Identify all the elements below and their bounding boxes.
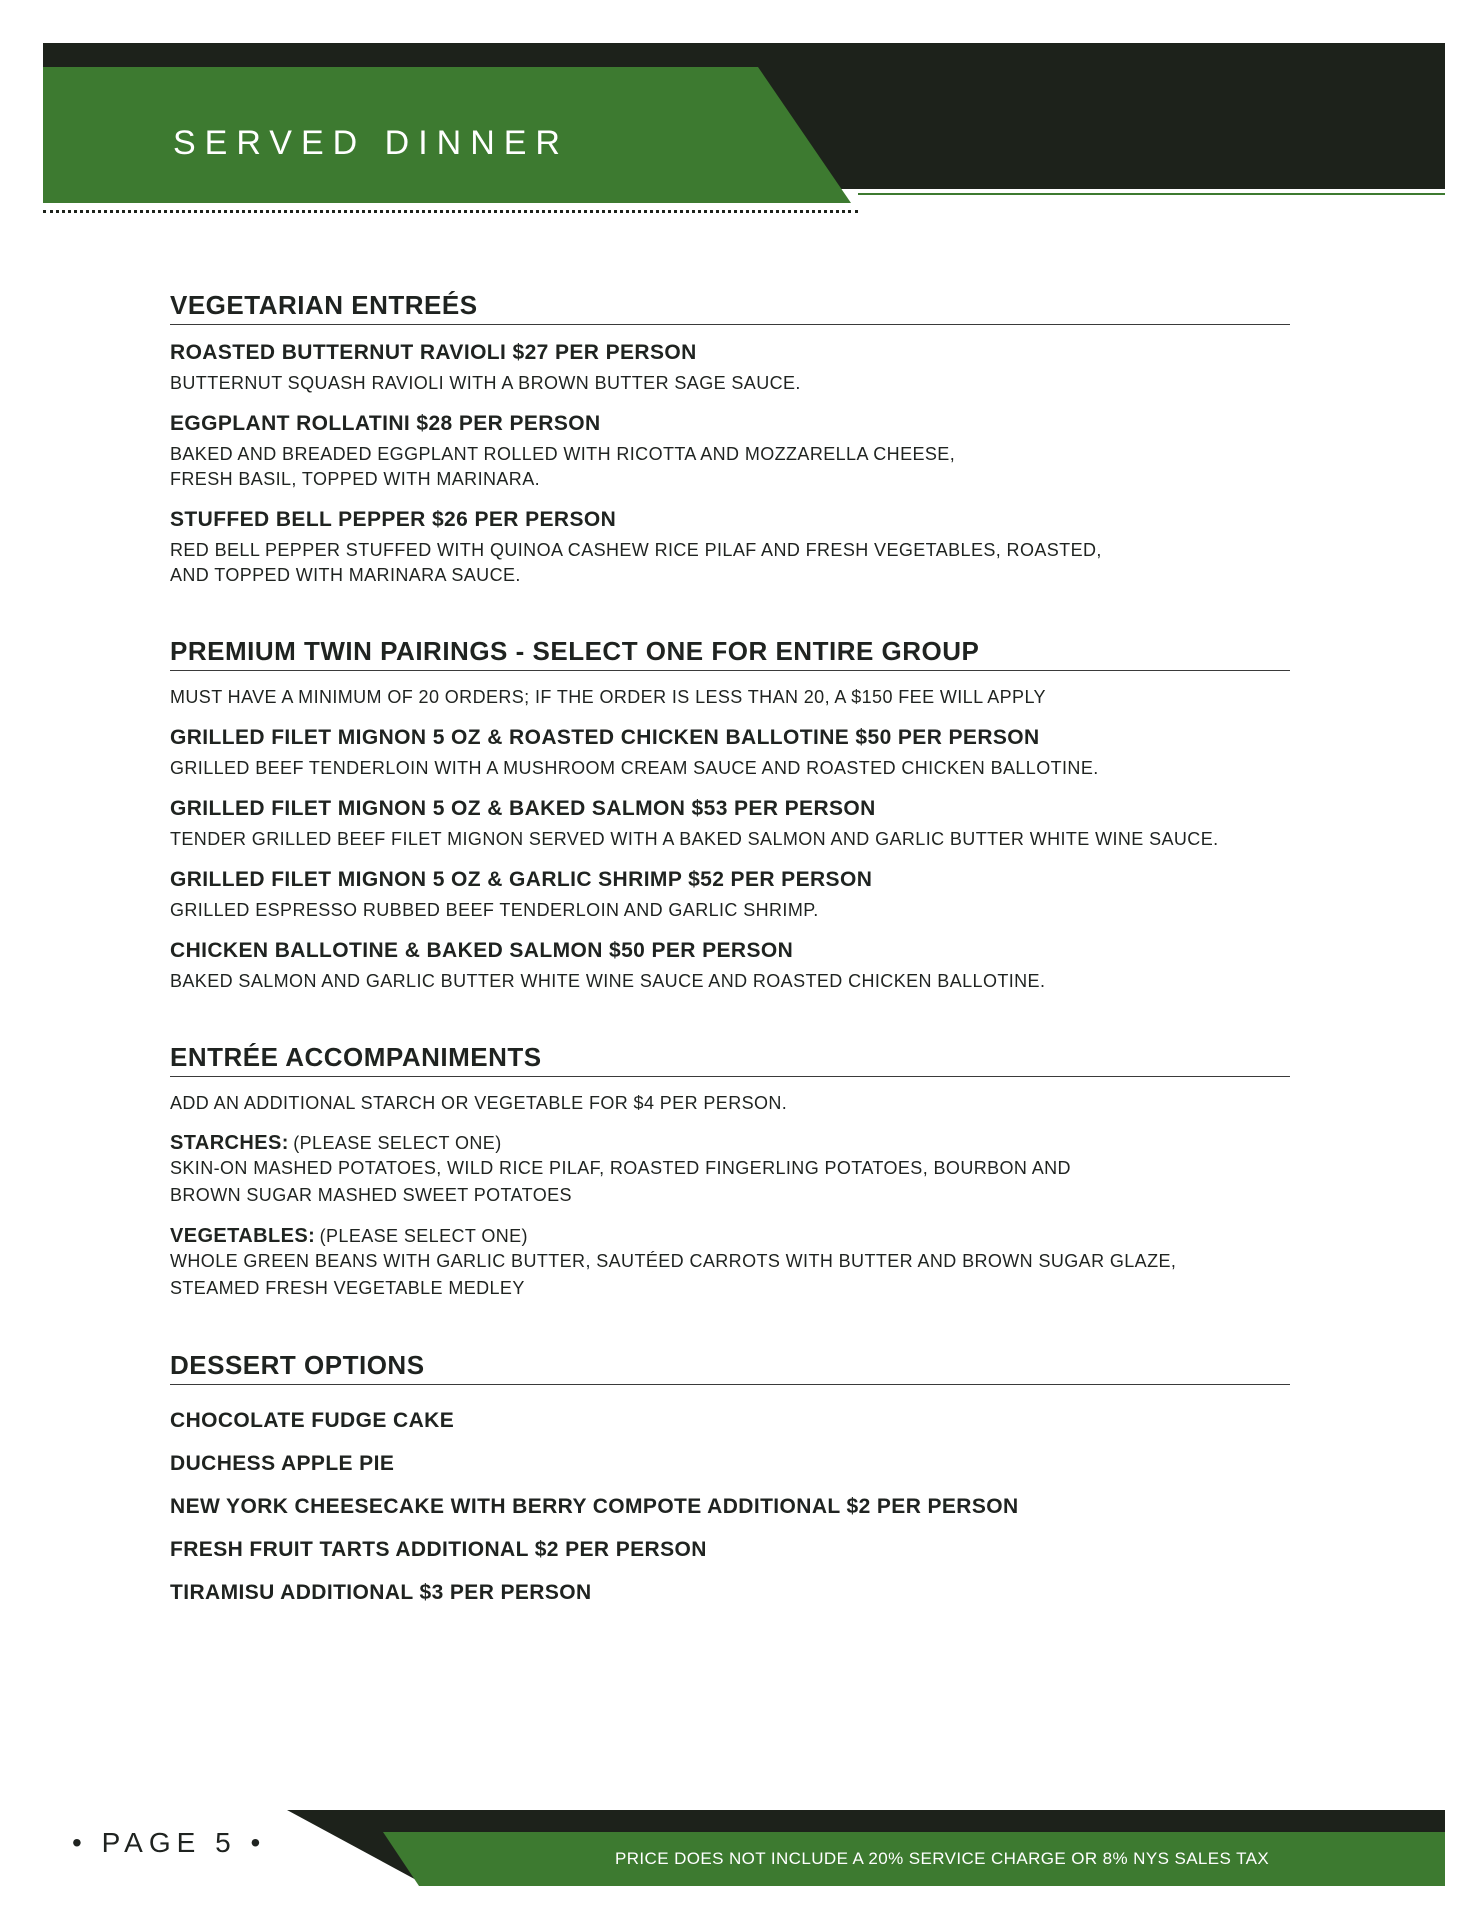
section-vegetarian <box>170 290 1330 588</box>
item-name: STUFFED BELL PEPPER $26 PER PERSON <box>170 508 617 531</box>
item-description: GRILLED BEEF TENDERLOIN WITH A MUSHROOM CREAM SAUCE AND ROASTED CHICKEN BALLOTINE. <box>170 758 1099 778</box>
page-title: SERVED DINNER <box>173 124 569 162</box>
menu-content <box>170 290 1330 1653</box>
item-description: GRILLED ESPRESSO RUBBED BEEF TENDERLOIN AND GARLIC SHRIMP. <box>170 900 819 920</box>
item-description: BAKED AND BREADED EGGPLANT ROLLED WITH RICOTTA AND MOZZARELLA CHEESE, FRESH BASIL, TOPPED WITH MARINARA. <box>170 444 956 489</box>
menu-item <box>170 412 1330 492</box>
section-intro: ADD AN ADDITIONAL STARCH OR VEGETABLE FOR $4 PER PERSON. <box>170 1093 788 1113</box>
header-dotted-rule <box>43 210 858 213</box>
section-title: DESSERT OPTIONS <box>170 1350 1290 1385</box>
dessert-item: CHOCOLATE FUDGE CAKE <box>170 1409 455 1432</box>
starches-group <box>170 1132 1330 1209</box>
section-accompaniments <box>170 1042 1330 1302</box>
page-number: • PAGE 5 • <box>72 1827 267 1858</box>
item-name: ROASTED BUTTERNUT RAVIOLI $27 PER PERSON <box>170 341 697 364</box>
dessert-item: TIRAMISU ADDITIONAL $3 PER PERSON <box>170 1581 592 1604</box>
item-description: BUTTERNUT SQUASH RAVIOLI WITH A BROWN BUTTER SAGE SAUCE. <box>170 373 801 393</box>
section-intro: MUST HAVE A MINIMUM OF 20 ORDERS; IF THE ORDER IS LESS THAN 20, A $150 FEE WILL APPLY <box>170 687 1046 707</box>
menu-item <box>170 797 1330 852</box>
section-title: ENTRÉE ACCOMPANIMENTS <box>170 1042 1290 1077</box>
item-name: CHICKEN BALLOTINE & BAKED SALMON $50 PER PERSON <box>170 939 794 962</box>
item-name: GRILLED FILET MIGNON 5 OZ & GARLIC SHRIMP $52 PER PERSON <box>170 868 873 891</box>
vegetables-group <box>170 1225 1330 1302</box>
vegetables-options: WHOLE GREEN BEANS WITH GARLIC BUTTER, SAUTÉED CARROTS WITH BUTTER AND BROWN SUGAR GLAZE, STEAMED FRESH VEGETABLE MEDLEY <box>170 1251 1177 1298</box>
header-accent-line <box>858 193 1445 195</box>
item-name: GRILLED FILET MIGNON 5 OZ & BAKED SALMON $53 PER PERSON <box>170 797 876 820</box>
footer-tax-note: PRICE DOES NOT INCLUDE A 20% SERVICE CHARGE OR 8% NYS SALES TAX <box>615 1849 1270 1868</box>
menu-item <box>170 726 1330 781</box>
dessert-item: NEW YORK CHEESECAKE WITH BERRY COMPOTE ADDITIONAL $2 PER PERSON <box>170 1495 1019 1518</box>
section-dessert <box>170 1350 1330 1605</box>
vegetables-note: (PLEASE SELECT ONE) <box>319 1226 528 1246</box>
section-title: VEGETARIAN ENTREÉS <box>170 290 1290 325</box>
item-description: BAKED SALMON AND GARLIC BUTTER WHITE WINE SAUCE AND ROASTED CHICKEN BALLOTINE. <box>170 971 1046 991</box>
dessert-item: FRESH FRUIT TARTS ADDITIONAL $2 PER PERSON <box>170 1538 707 1561</box>
dessert-item: DUCHESS APPLE PIE <box>170 1452 395 1475</box>
menu-item <box>170 508 1330 588</box>
menu-item <box>170 868 1330 923</box>
item-description: RED BELL PEPPER STUFFED WITH QUINOA CASHEW RICE PILAF AND FRESH VEGETABLES, ROASTED, AND TOPPED WITH MARINARA SAUCE. <box>170 540 1102 585</box>
starches-options: SKIN-ON MASHED POTATOES, WILD RICE PILAF, ROASTED FINGERLING POTATOES, BOURBON AND BROWN SUGAR MASHED SWEET POTATOES <box>170 1158 1071 1205</box>
item-name: GRILLED FILET MIGNON 5 OZ & ROASTED CHICKEN BALLOTINE $50 PER PERSON <box>170 726 1040 749</box>
item-description: TENDER GRILLED BEEF FILET MIGNON SERVED WITH A BAKED SALMON AND GARLIC BUTTER WHITE WINE SAUCE. <box>170 829 1219 849</box>
starches-label: STARCHES: <box>170 1132 289 1154</box>
section-title: PREMIUM TWIN PAIRINGS - SELECT ONE FOR ENTIRE GROUP <box>170 636 1290 671</box>
section-twin-pairings <box>170 636 1330 994</box>
vegetables-label: VEGETABLES: <box>170 1225 316 1247</box>
menu-item <box>170 341 1330 396</box>
item-name: EGGPLANT ROLLATINI $28 PER PERSON <box>170 412 601 435</box>
menu-item <box>170 939 1330 994</box>
starches-note: (PLEASE SELECT ONE) <box>293 1133 502 1153</box>
